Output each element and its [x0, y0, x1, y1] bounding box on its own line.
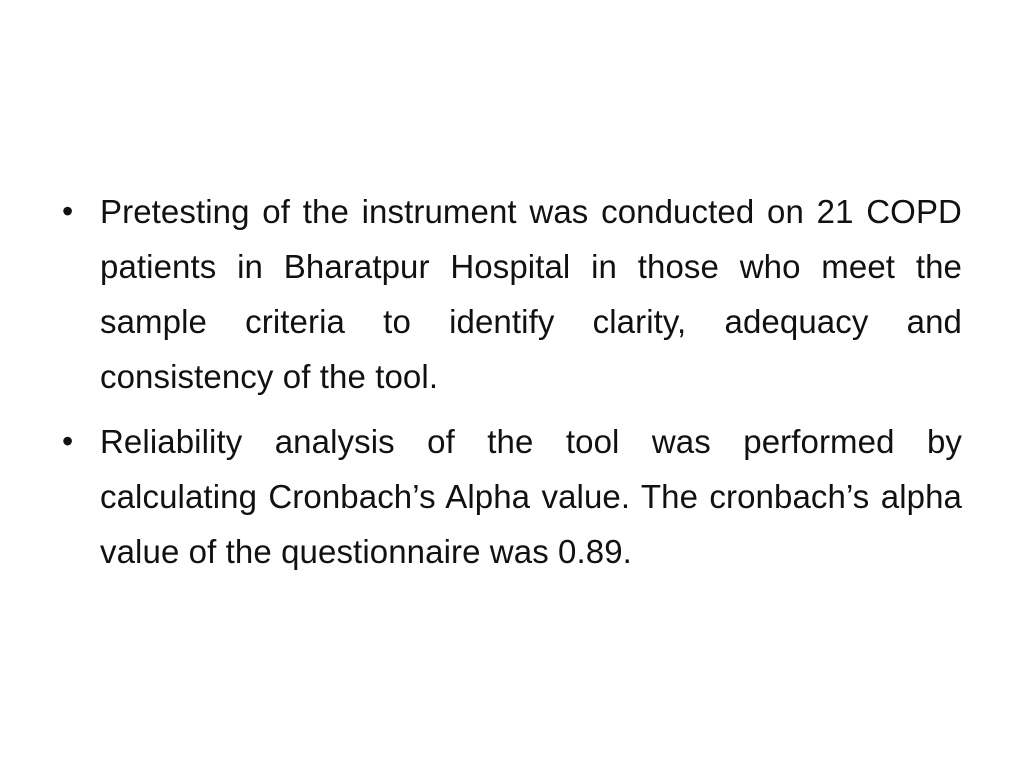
slide-body [62, 184, 962, 589]
list-item [62, 184, 962, 404]
bullet-icon: • [62, 423, 74, 459]
bullet-text: Pretesting of the instrument was conducted on 21 COPD patients in Bharatpur Hospital in those who meet the sample criteria to identify clarity, adequacy and consistency of the tool. [100, 193, 962, 395]
bullet-list [62, 184, 962, 579]
list-item [62, 414, 962, 579]
bullet-icon: • [62, 193, 74, 229]
bullet-text: Reliability analysis of the tool was performed by calculating Cronbach’s Alpha value. The cronbach’s alpha value of the questionnaire was 0.89. [100, 423, 962, 570]
